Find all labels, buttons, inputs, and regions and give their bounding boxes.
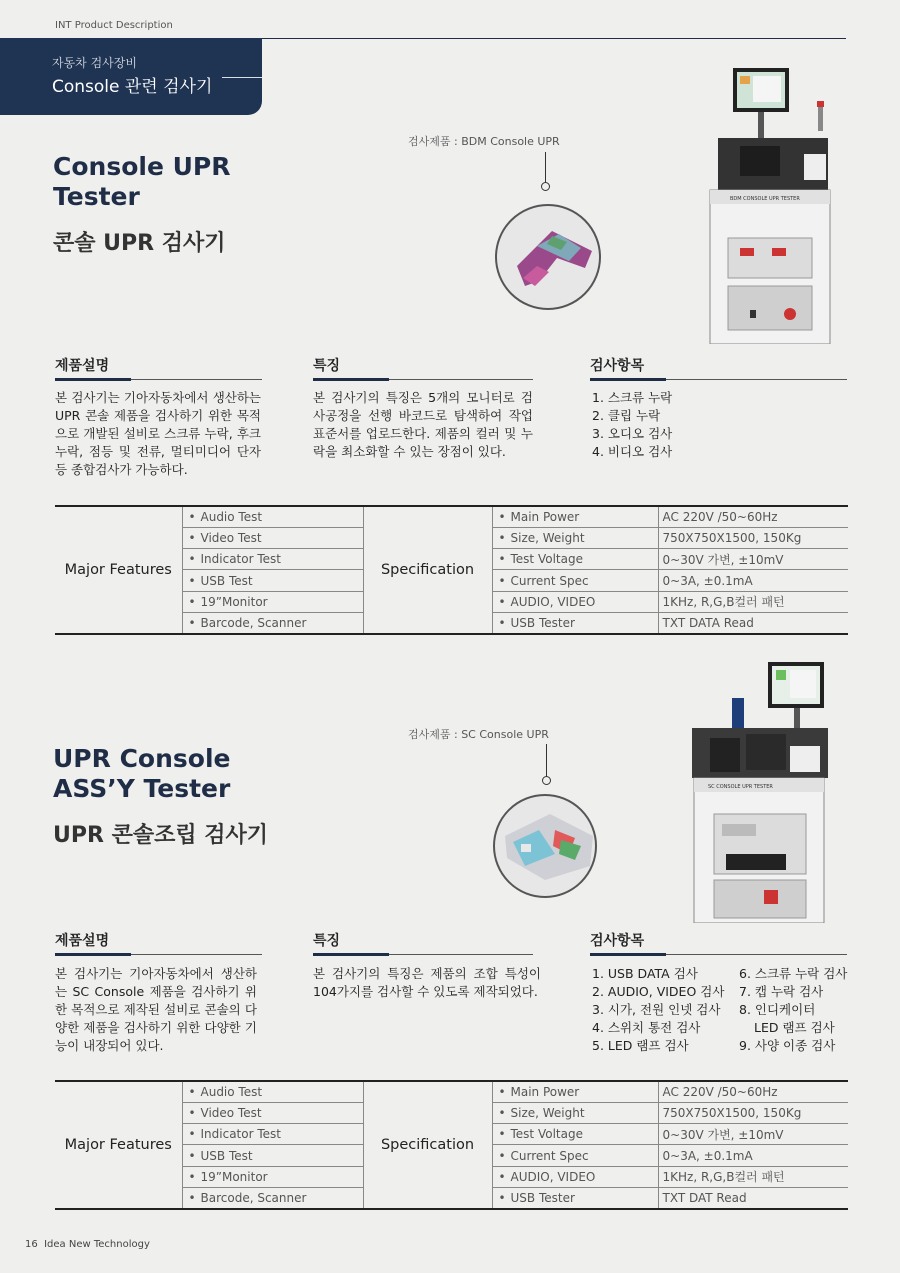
product2-part-photo	[493, 794, 597, 898]
product1-feature-text: 본 검사기의 특징은 5개의 모니터로 검사공정을 선행 바코드로 탐색하여 작업표준서를 업로드한다. 제품의 컬러 및 누락을 최소화할 수 있는 장점이 있다.	[313, 390, 533, 459]
table-cell: • Main Power	[492, 506, 658, 527]
table-cell: • Test Voltage	[492, 1124, 658, 1145]
table-cell: • AUDIO, VIDEO	[492, 591, 658, 612]
table-cell: • Size, Weight	[492, 527, 658, 548]
specification-label: Specification	[363, 506, 492, 634]
table-cell: • Audio Test	[182, 1081, 363, 1102]
product2-items-bar	[590, 953, 666, 956]
list-item: 9. 사양 이종 검사	[739, 1038, 836, 1053]
table-cell: • USB Test	[182, 570, 363, 591]
table-cell: • Barcode, Scanner	[182, 612, 363, 633]
product1-spec-table	[55, 505, 848, 635]
table-cell: AC 220V /50~60Hz	[658, 506, 848, 527]
table-cell: 1KHz, R,G,B컬러 패턴	[658, 591, 848, 612]
product1-caption-leader	[545, 152, 546, 183]
product1-title-line1: Console UPR	[53, 152, 231, 181]
list-item: 6. 스크류 누락 검사	[739, 966, 848, 981]
product2-feature-heading: 특징	[313, 933, 341, 949]
table-cell: • Audio Test	[182, 506, 363, 527]
product1-title	[53, 152, 230, 212]
table-cell: • Size, Weight	[492, 1102, 658, 1123]
product2-subtitle: UPR 콘솔조립 검사기	[53, 823, 269, 848]
product1-items-bar	[590, 378, 666, 381]
list-item: 1. 스크류 누락	[592, 390, 673, 405]
product1-title-line2: Tester	[53, 182, 140, 211]
table-cell: 0~3A, ±0.1mA	[658, 570, 848, 591]
product2-feature-bar	[313, 953, 389, 956]
major-features-label: Major Features	[55, 506, 182, 634]
list-item: 1. USB DATA 검사	[592, 966, 698, 981]
list-item: 4. 비디오 검사	[592, 444, 673, 459]
product1-part-photo	[495, 204, 601, 310]
product2-title	[53, 744, 230, 804]
product2-items-heading: 검사항목	[590, 933, 645, 949]
product1-desc-bar	[55, 378, 131, 381]
table-cell: • 19”Monitor	[182, 591, 363, 612]
product2-machine-label: SC CONSOLE UPR TESTER	[708, 784, 773, 790]
table-cell: • USB Tester	[492, 612, 658, 633]
list-item: LED 램프 검사	[754, 1020, 835, 1035]
table-cell: 0~30V 가변, ±10mV	[658, 1124, 848, 1145]
table-cell: • Indicator Test	[182, 1124, 363, 1145]
doc-label: INT Product Description	[55, 20, 173, 31]
table-cell: TXT DATA Read	[662, 615, 754, 630]
table-cell: • 19”Monitor	[182, 1166, 363, 1187]
list-item: 7. 캡 누락 검사	[739, 984, 824, 999]
product1-items-heading: 검사항목	[590, 358, 645, 374]
product2-desc-heading: 제품설명	[55, 933, 110, 949]
table-cell: • Video Test	[182, 1102, 363, 1123]
table-cell: 750X750X1500, 150Kg	[658, 1102, 848, 1123]
table-cell: • Main Power	[492, 1081, 658, 1102]
product1-subtitle: 콘솔 UPR 검사기	[53, 231, 226, 256]
list-item: 2. AUDIO, VIDEO 검사	[592, 984, 725, 999]
table-cell: • Video Test	[182, 527, 363, 548]
product1-feature-heading: 특징	[313, 358, 341, 374]
table-cell: 0~30V 가변, ±10mV	[658, 549, 848, 570]
product1-machine-image	[700, 66, 842, 344]
tab-title: Console 관련 검사기	[52, 77, 213, 97]
footer	[25, 1239, 150, 1250]
list-item: 8. 인디케이터	[739, 1002, 816, 1017]
table-cell: • Barcode, Scanner	[182, 1187, 363, 1208]
page-number: 16	[25, 1239, 38, 1250]
table-cell: 1KHz, R,G,B컬러 패턴	[658, 1166, 848, 1187]
major-features-label: Major Features	[55, 1081, 182, 1209]
product2-desc-text: 본 검사기는 기아자동차에서 생산하는 SC Console 제품을 검사하기 위한 목적으로 제작된 설비로 콘솔의 다양한 제품을 검사하기 위한 다양한 기능이 내장되어 있다.	[55, 966, 257, 1053]
product1-caption: 검사제품 : BDM Console UPR	[408, 135, 560, 148]
product1-desc-text: 본 검사기는 기아자동차에서 생산하는 UPR 콘솔 제품을 검사하기 위한 목적으로 개발된 설비로 스크류 누락, 후크 누락, 점등 및 전류, 멀티미디어 단자 등 종합검사가 가능하다.	[55, 390, 261, 477]
tab-kicker: 자동차 검사장비	[52, 56, 137, 70]
tab-rule	[222, 77, 262, 78]
product2-items-list-2	[739, 965, 847, 1055]
specification-label: Specification	[363, 1081, 492, 1209]
product1-desc-heading: 제품설명	[55, 358, 110, 374]
product1-items-list	[592, 389, 672, 461]
list-item: 4. 스위치 통전 검사	[592, 1020, 701, 1035]
product1-caption-dot	[541, 182, 550, 191]
product2-spec-table	[55, 1080, 848, 1210]
table-cell: • Current Spec	[492, 570, 658, 591]
product1-feature-bar	[313, 378, 389, 381]
table-cell: TXT DAT Read	[662, 1190, 747, 1205]
table-cell: • USB Tester	[492, 1187, 658, 1208]
product2-machine-image	[686, 658, 832, 923]
table-cell: • Test Voltage	[492, 549, 658, 570]
list-item: 5. LED 램프 검사	[592, 1038, 689, 1053]
product2-title-line2: ASS’Y Tester	[53, 774, 231, 803]
list-item: 3. 오디오 검사	[592, 426, 673, 441]
product2-caption-leader	[546, 744, 547, 777]
product2-feature-text: 본 검사기의 특징은 제품의 조합 특성이 104가지를 검사할 수 있도록 제작되었다.	[313, 966, 541, 999]
section-tab	[0, 38, 262, 115]
table-cell: • Indicator Test	[182, 549, 363, 570]
product2-title-line1: UPR Console	[53, 744, 231, 773]
product2-items-list	[592, 965, 724, 1055]
table-cell: • USB Test	[182, 1145, 363, 1166]
table-cell: 0~3A, ±0.1mA	[658, 1145, 848, 1166]
company-name: Idea New Technology	[44, 1239, 150, 1250]
product2-caption: 검사제품 : SC Console UPR	[408, 728, 549, 741]
product2-caption-dot	[542, 776, 551, 785]
product2-desc-bar	[55, 953, 131, 956]
list-item: 2. 클립 누락	[592, 408, 661, 423]
product1-machine-label: BDM CONSOLE UPR TESTER	[730, 196, 800, 202]
table-cell: • AUDIO, VIDEO	[492, 1166, 658, 1187]
table-cell: • Current Spec	[492, 1145, 658, 1166]
list-item: 3. 시가, 전원 인넷 검사	[592, 1002, 721, 1017]
table-cell: AC 220V /50~60Hz	[658, 1081, 848, 1102]
table-cell: 750X750X1500, 150Kg	[658, 527, 848, 548]
